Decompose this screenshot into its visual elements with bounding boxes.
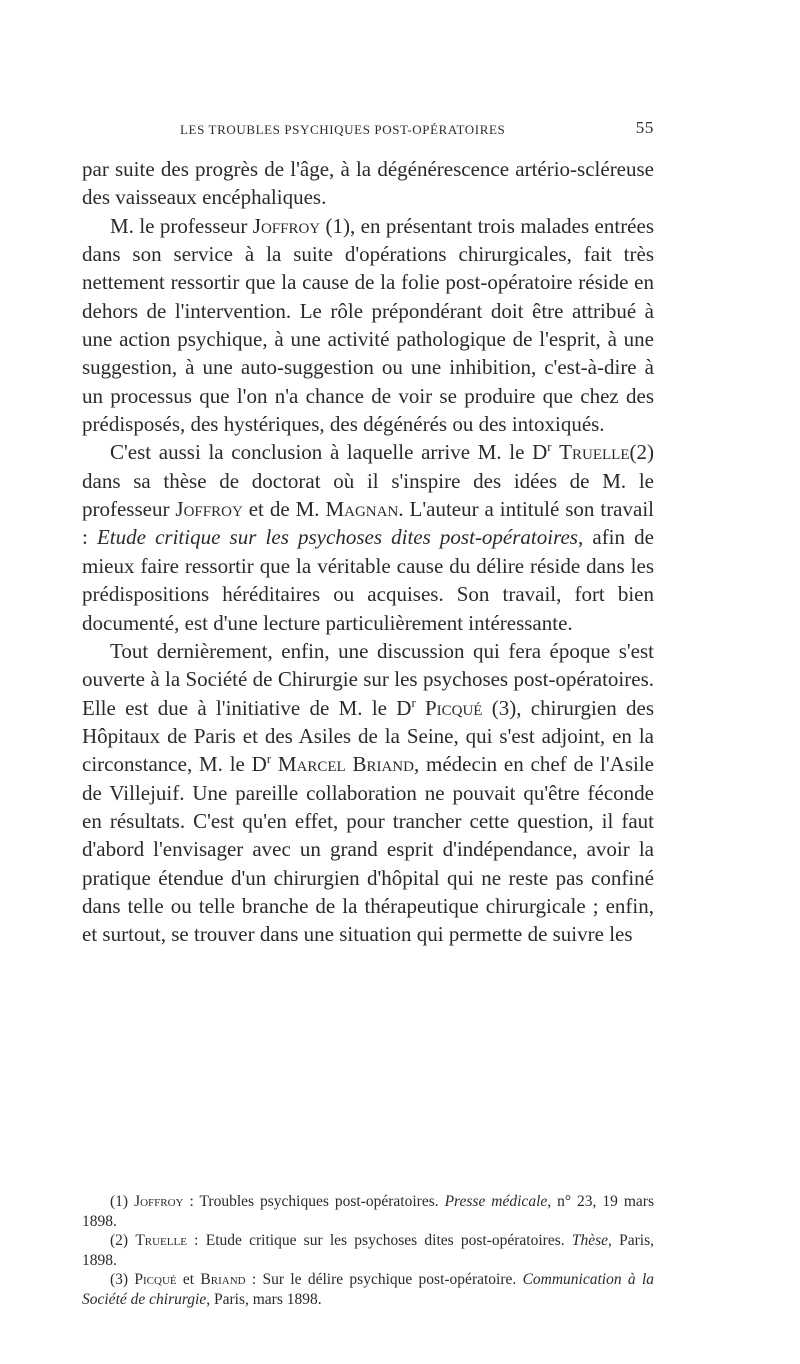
paragraph xyxy=(82,212,654,439)
author-name: Truelle xyxy=(135,1232,187,1250)
text-run: : Troubles psychiques post-opératoires. xyxy=(183,1193,445,1210)
footnote-2 xyxy=(82,1231,654,1270)
footnote-1 xyxy=(82,1192,654,1231)
footnote-marker: (2) xyxy=(110,1232,136,1250)
communication-title: Communication à la Société de chirurgie xyxy=(82,1271,655,1308)
work-title: Etude critique sur les psychoses dites post-opératoires xyxy=(96,525,578,550)
page-header xyxy=(82,118,654,142)
text-run: et xyxy=(176,1271,201,1289)
text-run: et de M. xyxy=(242,497,326,522)
paragraph xyxy=(82,438,654,636)
journal-title: Presse médicale xyxy=(444,1193,548,1210)
text-run: C'est aussi la conclusion à laquelle arrive M. le D xyxy=(110,440,548,465)
text-run: , Paris, 1898. xyxy=(82,1232,655,1269)
page-number: 55 xyxy=(635,118,654,137)
text-run: , Paris, mars 1898. xyxy=(206,1290,322,1308)
text-run: par suite des progrès de l'âge, à la dégénérescence artério-scléreuse des vaisseaux encéphaliques. xyxy=(82,157,654,210)
paragraph xyxy=(82,155,654,212)
body-text xyxy=(82,155,654,949)
superscript: r xyxy=(547,440,552,455)
author-name: Magnan xyxy=(325,497,399,522)
paragraph xyxy=(82,637,654,949)
author-name: Joffroy xyxy=(134,1193,184,1210)
text-run: : Sur le délire psychique post-opératoire. xyxy=(245,1271,523,1289)
text-run: : Etude critique sur les psychoses dites post-opératoires. xyxy=(186,1232,572,1250)
author-name: Joffroy xyxy=(252,213,321,238)
text-run: . L'auteur a intitulé son travail : xyxy=(82,497,654,550)
author-name: Picqué xyxy=(134,1271,177,1289)
text-run: , afin de mieux faire ressortir que la véritable cause du délire réside dans les prédispositions héréditaires ou acquises. Son travail, fort bien documenté, est d'une lecture particulièrement intéressante. xyxy=(82,525,654,635)
text-run: , médecin en chef de l'Asile de Villejuif. Une pareille collaboration ne pouvait qu'être féconde en résultats. C'est qu'en effet, pour trancher cette question, il faut d'abord l'envisager avec un grand esprit d'indépendance, avoir la pratique étendue d'un chirurgien d'hôpital qui ne reste pas confiné dans telle ou telle branche de la thérapeutique chirurgicale ; enfin, et surtout, se trouver dans une situation qui permette de suivre les xyxy=(82,752,655,947)
superscript: r xyxy=(411,695,416,710)
text-run: M. le professeur xyxy=(110,213,253,238)
author-name: Picqué xyxy=(424,695,483,720)
text-run: (3), chirurgien des Hôpitaux de Paris et des Asiles de la Seine, qui s'est adjoint, en la circonstance, M. le D xyxy=(82,695,654,777)
text-run: , n° 23, 19 mars 1898. xyxy=(82,1193,654,1230)
superscript: r xyxy=(266,752,272,767)
text-run: (1), en présentant trois malades entrées dans son service à la suite d'opérations chirurgicales, fait très nettement ressortir que la cause de la folie post-opératoire réside en dehors de l'intervention. Le rôle prépondérant doit être attribué à une action psychique, à une activité pathologique de l'esprit, à une suggestion, à une auto-suggestion ou une inhibition, c'est-à-dire à un processus que l'on n'a chance de voir se produire que chez des prédisposés, des hystériques, des dégénérés ou des intoxiqués. xyxy=(82,213,654,437)
footnotes xyxy=(82,1192,654,1310)
text-run: Tout dernièrement, enfin, une discussion qui fera époque s'est ouverte à la Société de Chirurgie sur les psychoses post-opératoires. Elle est due à l'initiative de M. le D xyxy=(82,638,654,720)
thesis-label: Thèse xyxy=(571,1232,609,1250)
author-name: Briand xyxy=(200,1271,246,1289)
footnote-marker: (1) xyxy=(110,1193,135,1210)
footnote-3 xyxy=(82,1270,654,1309)
author-name: Joffroy xyxy=(175,497,243,522)
author-name: Marcel Briand xyxy=(277,752,414,777)
footnote-marker: (3) xyxy=(110,1271,135,1289)
text-run: (2) dans sa thèse de doctorat où il s'inspire des idées de M. le professeur xyxy=(82,440,654,522)
running-title: LES TROUBLES PSYCHIQUES POST-OPÉRATOIRES xyxy=(180,122,506,137)
author-name: Truelle xyxy=(559,440,630,465)
